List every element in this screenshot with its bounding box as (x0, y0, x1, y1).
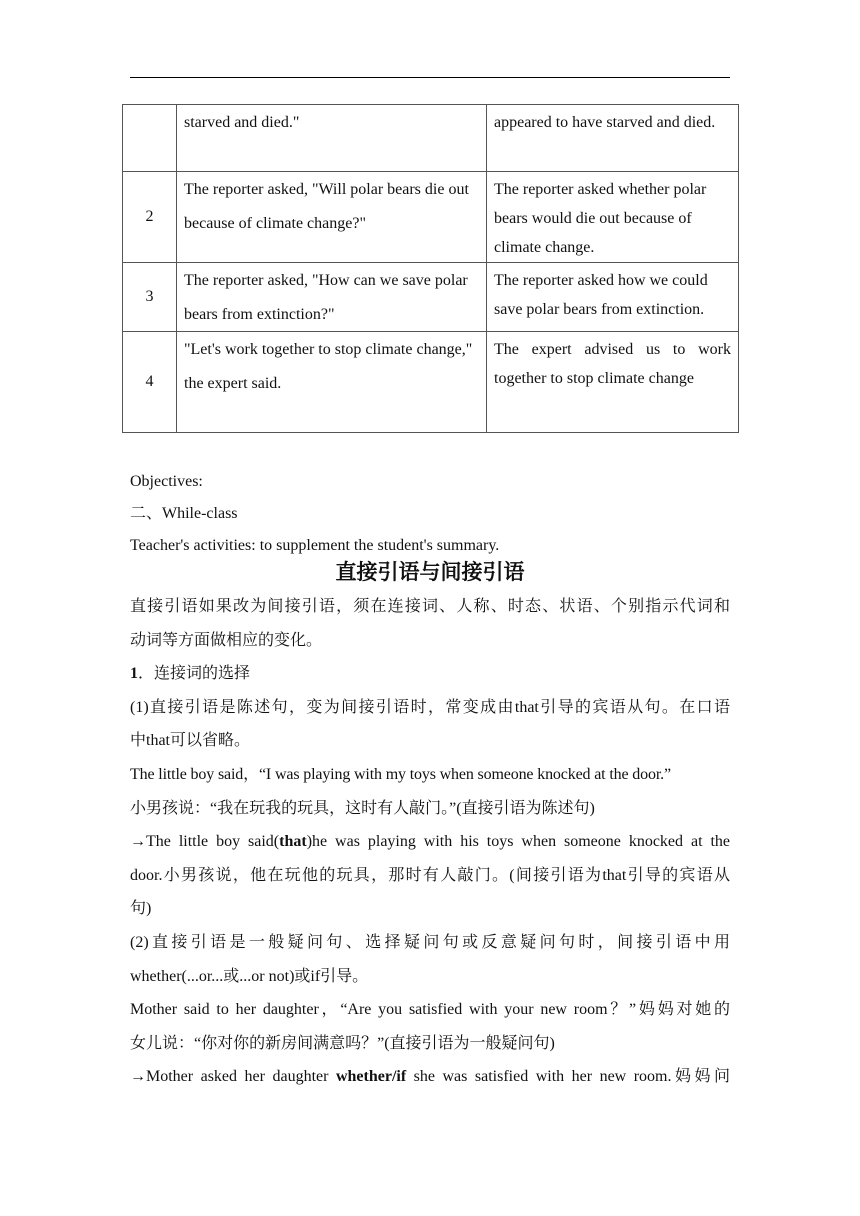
direct-speech-cell: The reporter asked, "Will polar bears die out because of climate change?" (177, 172, 487, 263)
rule-line: 中that可以省略。 (130, 732, 250, 750)
example-english: Mother said to her daughter，“Are you satisfied with your new room？”妈妈对她的 (130, 1001, 730, 1019)
subsection-number: 1 (130, 665, 138, 683)
indirect-speech-cell: The reporter asked how we could save polar bears from extinction. (487, 263, 739, 332)
row-number: 3 (123, 263, 177, 332)
example-indirect: door.小男孩说，他在玩他的玩具，那时有人敲门。(间接引语为that引导的宾语从 (130, 866, 730, 884)
row-number: 2 (123, 172, 177, 263)
example-chinese: 小男孩说：“我在玩我的玩具，这时有人敲门。”(直接引语为陈述句) (130, 799, 595, 817)
direct-speech-cell: The reporter asked, "How can we save polar bears from extinction?" (177, 263, 487, 332)
rule-line: whether(...or...或...or not)或if引导。 (130, 967, 369, 985)
teacher-activities: Teacher's activities: to supplement the student's summary. (130, 537, 500, 554)
header-rule (130, 77, 730, 78)
subsection-heading (130, 657, 730, 691)
table-row (123, 105, 739, 172)
indirect-speech-cell: appeared to have starved and died. (487, 105, 739, 172)
conversion-table (122, 104, 739, 433)
example-indirect: →The little boy said(that)he was playing with his toys when someone knocked at the (130, 833, 730, 851)
lesson-section (130, 466, 730, 562)
example-indirect: 句) (130, 900, 152, 918)
direct-speech-cell: "Let's work together to stop climate change," the expert said. (177, 332, 487, 433)
objectives-label: Objectives: (130, 473, 203, 490)
grammar-notes (130, 590, 730, 1094)
row-number: 4 (123, 332, 177, 433)
example-english: The little boy said，“I was playing with my toys when someone knocked at the door.” (130, 765, 671, 783)
intro-line: 直接引语如果改为间接引语，须在连接词、人称、时态、状语、个别指示代词和 (130, 598, 730, 615)
direct-speech-cell: starved and died." (177, 105, 487, 172)
subsection-title: ．连接词的选择 (138, 665, 251, 683)
rule-line: (1)直接引语是陈述句，变为间接引语时，常变成由that引导的宾语从句。在口语 (130, 698, 730, 716)
example-chinese: 女儿说：“你对你的新房间满意吗？”(直接引语为一般疑问句) (130, 1034, 555, 1052)
table-row (123, 172, 739, 263)
row-number (123, 105, 177, 172)
table-row (123, 332, 739, 433)
table-row (123, 263, 739, 332)
while-class-heading: 二、While-class (130, 505, 238, 522)
indirect-speech-cell: The expert advised us to work together to stop climate change (487, 332, 739, 433)
indirect-speech-cell: The reporter asked whether polar bears would die out because of climate change. (487, 172, 739, 263)
rule-line: (2)直接引语是一般疑问句、选择疑问句或反意疑问句时，间接引语中用 (130, 933, 730, 951)
example-indirect: →Mother asked her daughter whether/if she was satisfied with her new room.妈妈问 (130, 1068, 731, 1086)
section-title: 直接引语与间接引语 (335, 560, 525, 584)
intro-line: 动词等方面做相应的变化。 (130, 631, 323, 649)
